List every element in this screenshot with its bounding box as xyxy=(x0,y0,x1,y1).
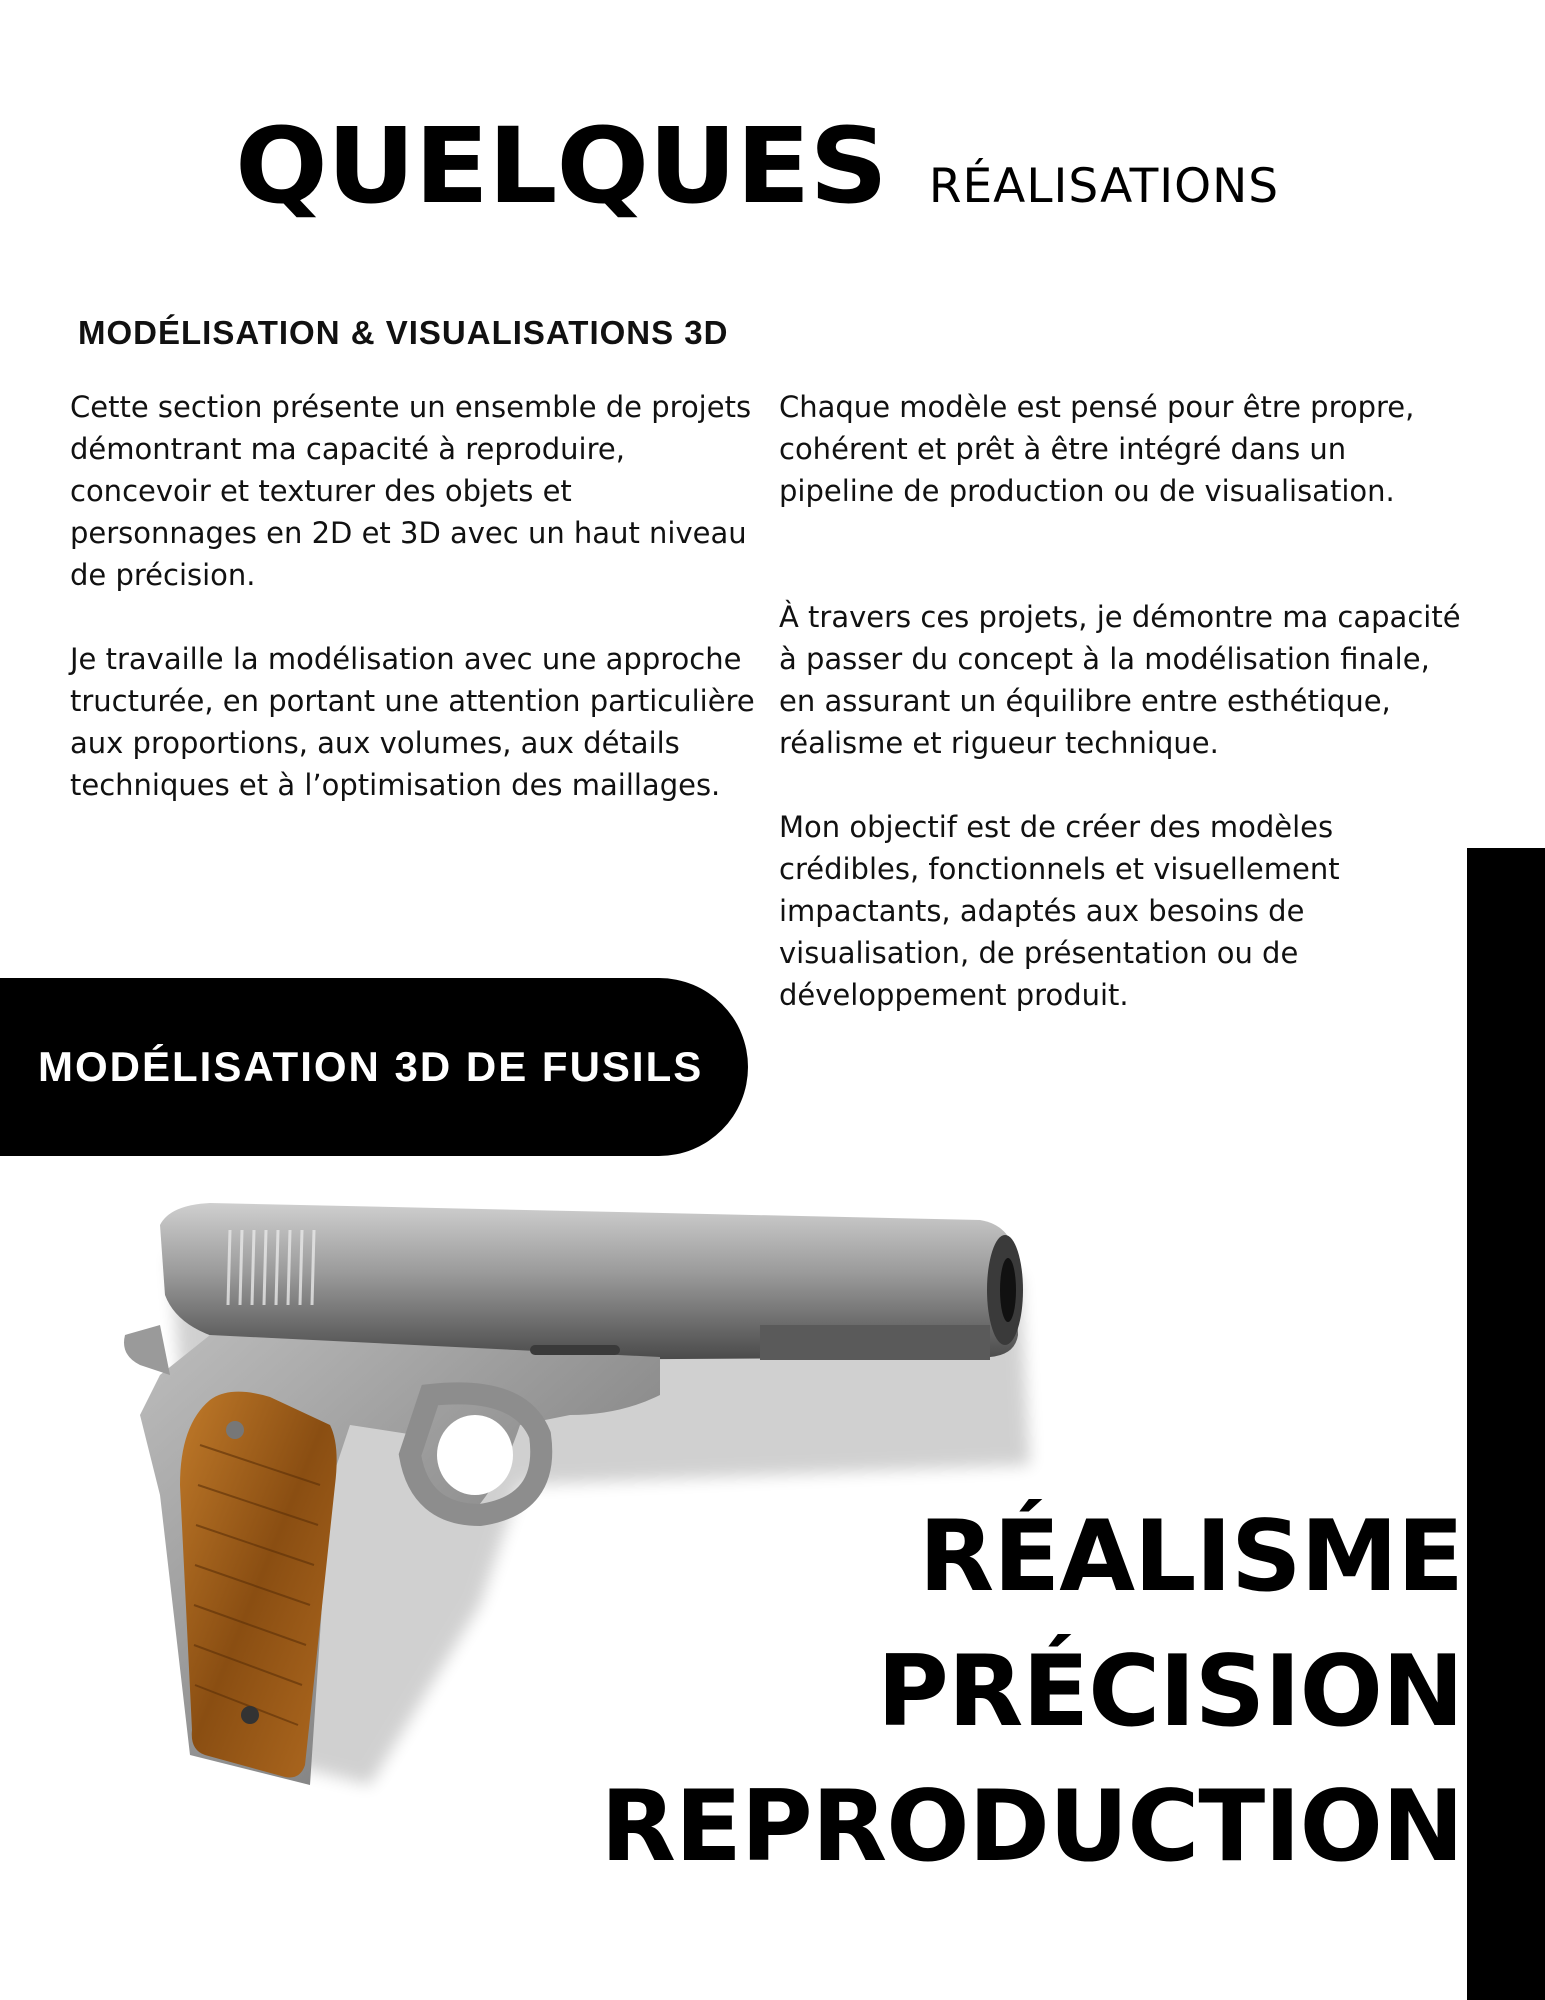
right-paragraph-2: À travers ces projets, je démontre ma capacité à passer du concept à la modélisation finale, en assurant un équilibre entre esthétique, réalisme et rigueur technique. xyxy=(779,600,1461,760)
right-text-column xyxy=(779,386,1469,1016)
left-text-column xyxy=(70,386,760,806)
keyword-reproduction: REPRODUCTION xyxy=(600,1770,1463,1884)
page-title-light: RÉALISATIONS xyxy=(928,159,1280,214)
keywords-block xyxy=(601,1490,1464,1895)
side-black-bar xyxy=(1467,848,1545,2000)
keyword-precision: PRÉCISION xyxy=(877,1635,1463,1749)
category-pill-label: MODÉLISATION 3D DE FUSILS xyxy=(38,1043,704,1090)
right-paragraph-1: Chaque modèle est pensé pour être propre, cohérent et prêt à être intégré dans un pipeline de production ou de visualisation. xyxy=(779,390,1415,508)
category-pill xyxy=(0,978,748,1156)
section-heading: MODÉLISATION & VISUALISATIONS 3D xyxy=(78,314,729,351)
left-paragraph-1: Cette section présente un ensemble de projets démontrant ma capacité à reproduire, concevoir et texturer des objets et personnages en 2D et 3D avec un haut niveau de précision. xyxy=(70,390,752,592)
keyword-realisme: RÉALISME xyxy=(918,1500,1463,1614)
page-title-bold: QUELQUES xyxy=(234,105,887,227)
left-paragraph-2: Je travaille la modélisation avec une approche tructurée, en portant une attention particulière aux proportions, aux volumes, aux détails techniques et à l’optimisation des maillages. xyxy=(70,642,755,802)
page-title xyxy=(0,105,1545,227)
right-paragraph-3: Mon objectif est de créer des modèles crédibles, fonctionnels et visuellement impactants, adaptés aux besoins de visualisation, de présentation ou de développement produit. xyxy=(779,810,1340,1012)
